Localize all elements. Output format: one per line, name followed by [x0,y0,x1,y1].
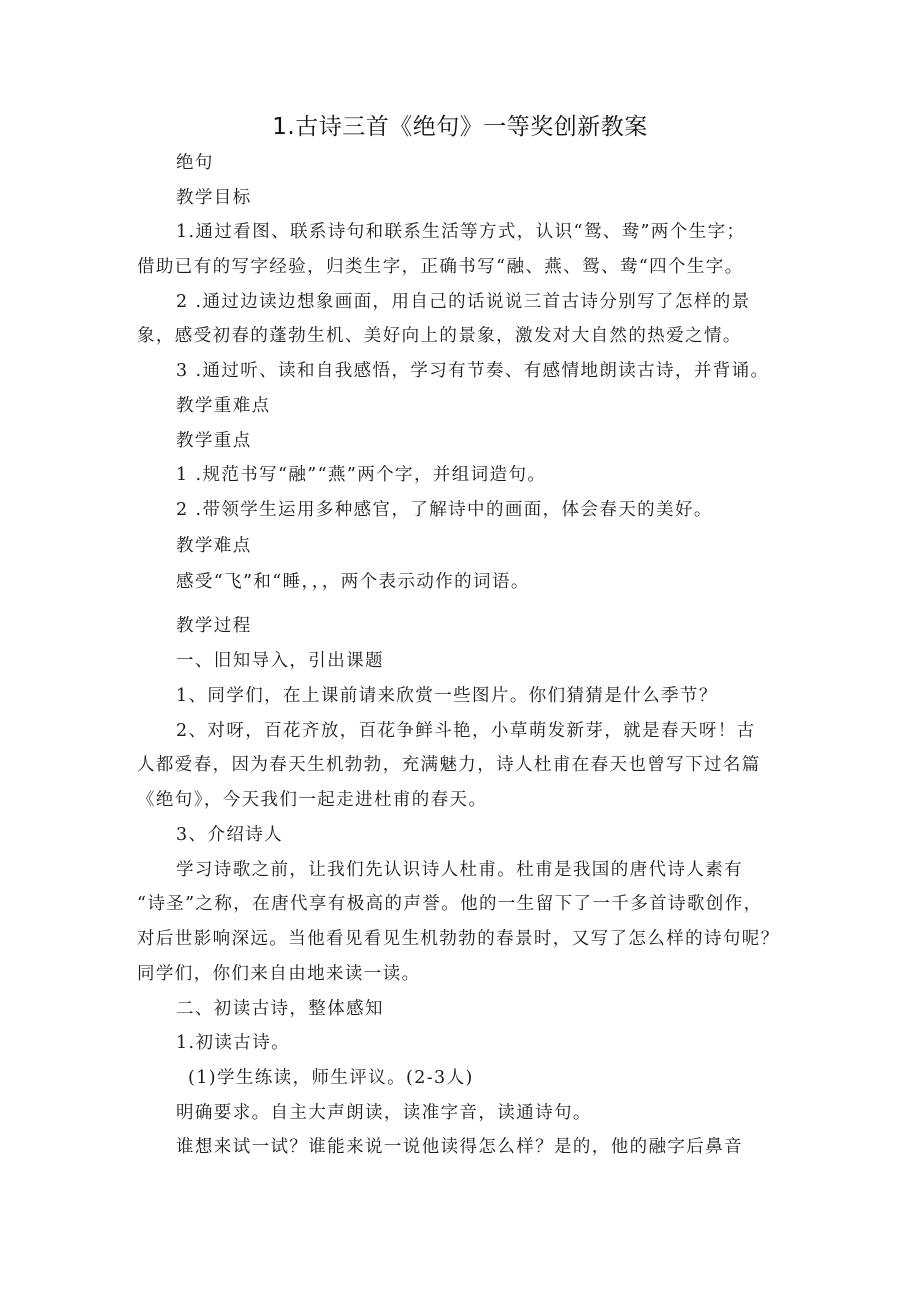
poet-intro-line-3: 对后世影响深远。当他看见看见生机勃勃的春景时，又写了怎么样的诗句呢？ [137,929,780,949]
process-item-3: 3、介绍诗人 [176,825,284,845]
poet-intro-line-1: 学习诗歌之前，让我们先认识诗人杜甫。杜甫是我国的唐代诗人素有 [176,860,743,880]
goal-1-line-1: 1.通过看图、联系诗句和联系生活等方式，认识“鸳、鸯”两个生字； [176,222,746,242]
goal-3: 3 .通过听、读和自我感悟，学习有节奏、有感情地朗读古诗，并背诵。 [176,361,770,381]
heading-teaching-goals: 教学目标 [176,188,252,208]
poet-intro-line-2: “诗圣”之称，在唐代享有极高的声誉。他的一生留下了一千多首诗歌创作， [137,894,763,914]
requirement: 明确要求。自主大声朗读，读准字音，读通诗句。 [176,1103,592,1123]
key-point-1: 1 .规范书写“融”“燕”两个字，并组词造句。 [176,465,547,485]
heading-teaching-process: 教学过程 [176,616,252,636]
heading-difficult-points: 教学难点 [176,536,252,556]
section-1-heading: 一、旧知导入，引出课题 [176,651,384,671]
process-item-1: 1、同学们，在上课前请来欣赏一些图片。你们猜猜是什么季节？ [176,686,718,706]
first-reading-step-1: (1)学生练读，师生评议。(2-3人) [188,1068,474,1088]
process-item-2-line-1: 2、对呀，百花齐放，百花争鲜斗艳，小草萌发新芽，就是春天呀！古 [176,721,756,741]
document-title: 1.古诗三首《绝句》一等奖创新教案 [272,114,648,140]
poet-intro-line-4: 同学们，你们来自由地来读一读。 [137,964,421,984]
key-point-2: 2 .带领学生运用多种感官，了解诗中的画面，体会春天的美好。 [176,500,713,520]
goal-2-line-1: 2 .通过边读边想象画面，用自己的话说说三首古诗分别写了怎样的景 [176,292,751,312]
section-2-heading: 二、初读古诗，整体感知 [176,999,384,1019]
heading-key-points: 教学重点 [176,431,252,451]
difficult-point: 感受“飞”和“睡，，，两个表示动作的词语。 [176,572,530,592]
heading-key-difficult: 教学重难点 [176,396,271,416]
goal-2-line-2: 象，感受初春的蓬勃生机、美好向上的景象，激发对大自然的热爱之情。 [137,326,742,346]
subheading-poem: 绝句 [176,153,214,173]
question-line: 谁想来试一试？谁能来说一说他读得怎么样？是的，他的融字后鼻音 [176,1137,743,1157]
goal-1-line-2: 借助已有的写字经验，归类生字，正确书写“融、燕、鸳、鸯“四个生字。 [137,257,744,277]
first-reading: 1.初读古诗。 [176,1033,290,1053]
process-item-2-line-3: 《绝句》，今天我们一起走进杜甫的春天。 [137,790,488,810]
process-item-2-line-2: 人都爱春，因为春天生机勃勃，充满魅力，诗人杜甫在春天也曾写下过名篇 [137,755,761,775]
